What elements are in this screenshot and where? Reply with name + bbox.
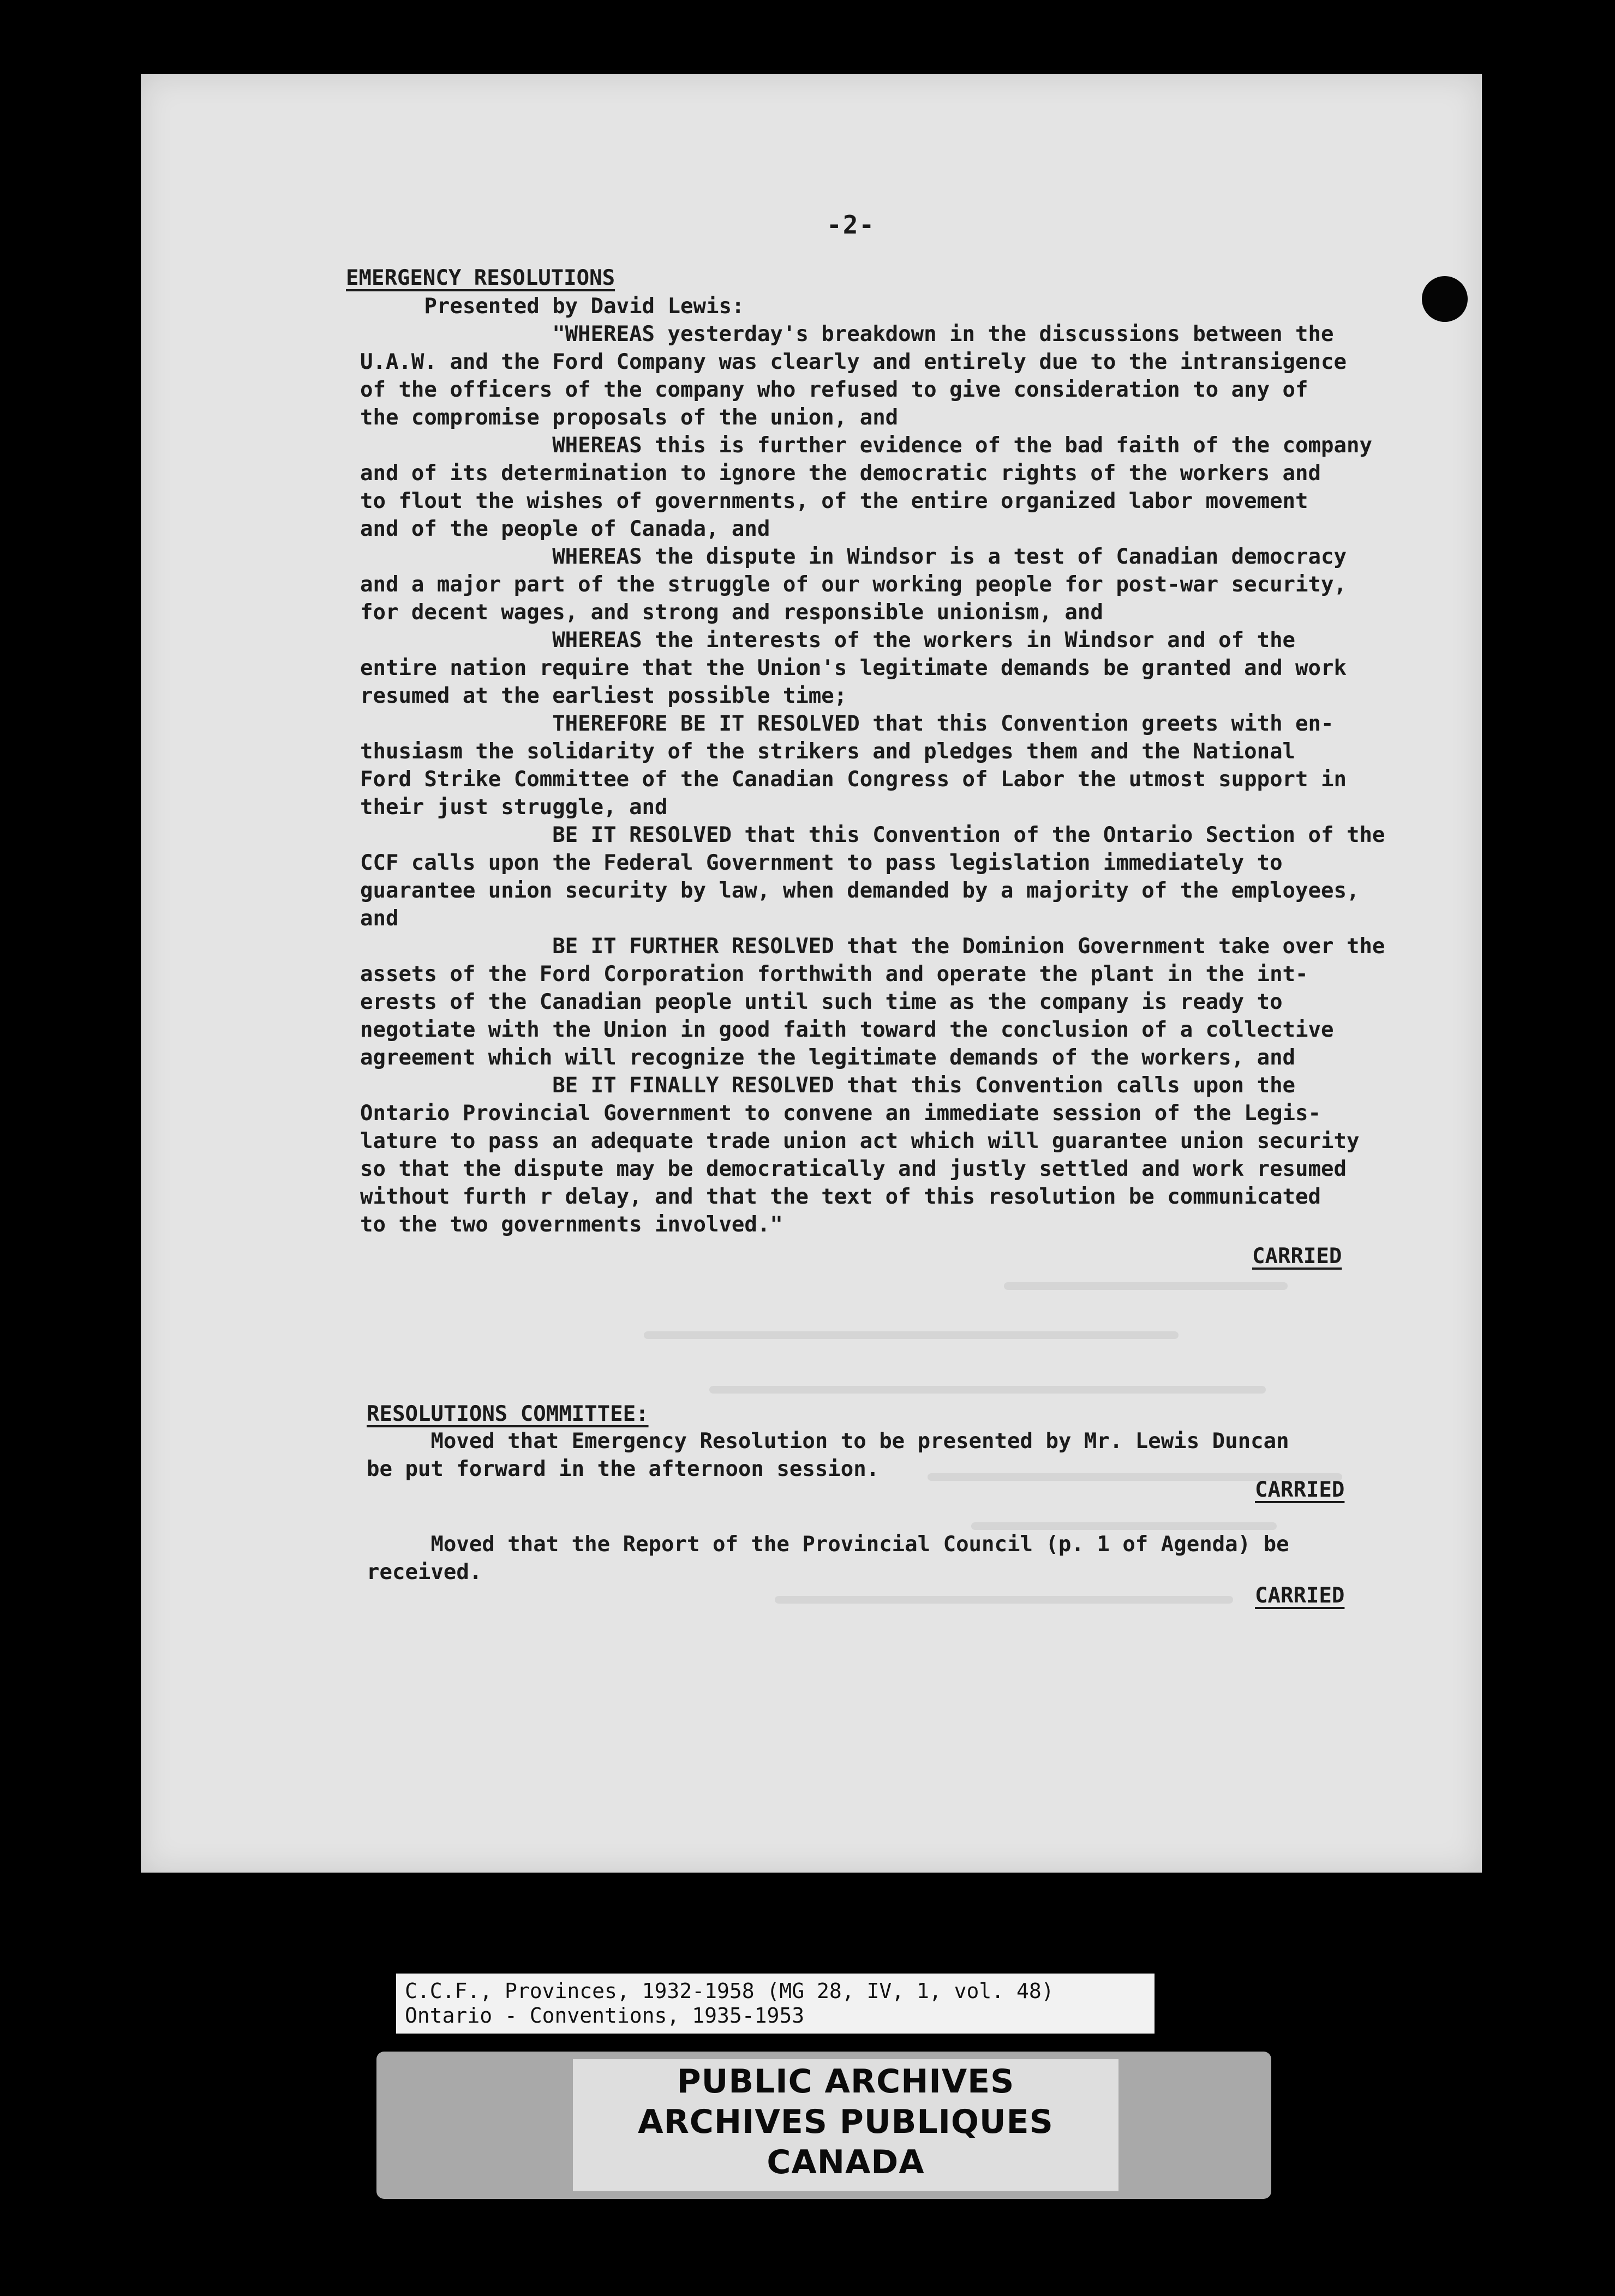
emergency-resolutions-text: Presented by David Lewis: "WHEREAS yesterday's breakdown in the discussions between the U.A.W. and the Ford Company was clearly and entirely due to the intransigence of the officers of the company who refused to give consideration to any of the compromise proposals of the union, and WHEREAS this is further evidence of the bad faith of the company and of its determination to ignore the democratic rights of the workers and to flout the wishes of governments, of the entire organized labor movement and of the people of Canada, and WHEREAS the dispute in Windsor is a test of Canadian democracy and a major part of the struggle of our working people for post-war security, for decent wages, and strong and responsible unionism, and WHEREAS the interests of the workers in Windsor and of the entire nation require that the Union's legitimate demands be granted and work resumed at the earliest possible time; THEREFORE BE IT RESOLVED that this Convention greets with en- thusiasm the solidarity of the strikers and pledges them and the National Ford Strike Committee of the Canadian Congress of Labor the utmost support in their just struggle, and BE IT RESOLVED that this Convention of the Ontario Section of the CCF calls upon the Federal Government to pass legislation immediately to guarantee union security by law, when demanded by a majority of the employees, and BE IT FURTHER RESOLVED that the Dominion Government take over the assets of the Ford Corporation forthwith and operate the plant in the int- erests of the Canadian people until such time as the company is ready to negotiate with the Union in good faith toward the conclusion of a collective agreement which will recognize the legitimate demands of the workers, and BE IT FINALLY RESOLVED that this Convention calls upon the Ontario Provincial Government to convene an immediate session of the Legis- lature to pass an adequate trade union act which will guarantee union security so that the dispute may be democratically and justly settled and work resumed without furth r delay, and that the text of this resolution be communicated to the two governments involved.": [360, 294, 1385, 1237]
resolutions-committee-heading: RESOLUTIONS COMMITTEE:: [367, 1402, 649, 1426]
archive-reference-label: [396, 1974, 1155, 2034]
archives-stamp: [376, 2052, 1271, 2199]
emergency-resolutions-heading: EMERGENCY RESOLUTIONS: [346, 266, 615, 290]
archive-reference-line: C.C.F., Provinces, 1932-1958 (MG 28, IV, 1, vol. 48): [405, 1979, 1054, 2003]
archive-reference-line: Ontario - Conventions, 1935-1953: [405, 2004, 805, 2028]
resolutions-committee-text: Moved that Emergency Resolution to be presented by Mr. Lewis Duncan be put forward in the afternoon session.: [367, 1429, 1289, 1481]
archives-stamp-panel: [573, 2059, 1118, 2191]
carried-label: CARRIED: [1252, 1244, 1342, 1269]
archives-stamp-line: ARCHIVES PUBLIQUES: [638, 2103, 1054, 2141]
carried-label: CARRIED: [1255, 1583, 1345, 1608]
bleed-through-mark: [709, 1386, 1266, 1394]
provincial-council-report-text: Moved that the Report of the Provincial Council (p. 1 of Agenda) be received.: [367, 1532, 1289, 1585]
carried-label: CARRIED: [1255, 1478, 1345, 1502]
bleed-through-mark: [775, 1596, 1233, 1604]
punch-hole: [1422, 276, 1468, 322]
bleed-through-mark: [644, 1331, 1179, 1339]
bleed-through-mark: [1004, 1282, 1288, 1290]
page-number: -2-: [827, 210, 876, 240]
bleed-through-mark: [971, 1522, 1277, 1530]
archives-stamp-line: PUBLIC ARCHIVES: [677, 2062, 1015, 2101]
archives-stamp-line: CANADA: [767, 2143, 925, 2181]
